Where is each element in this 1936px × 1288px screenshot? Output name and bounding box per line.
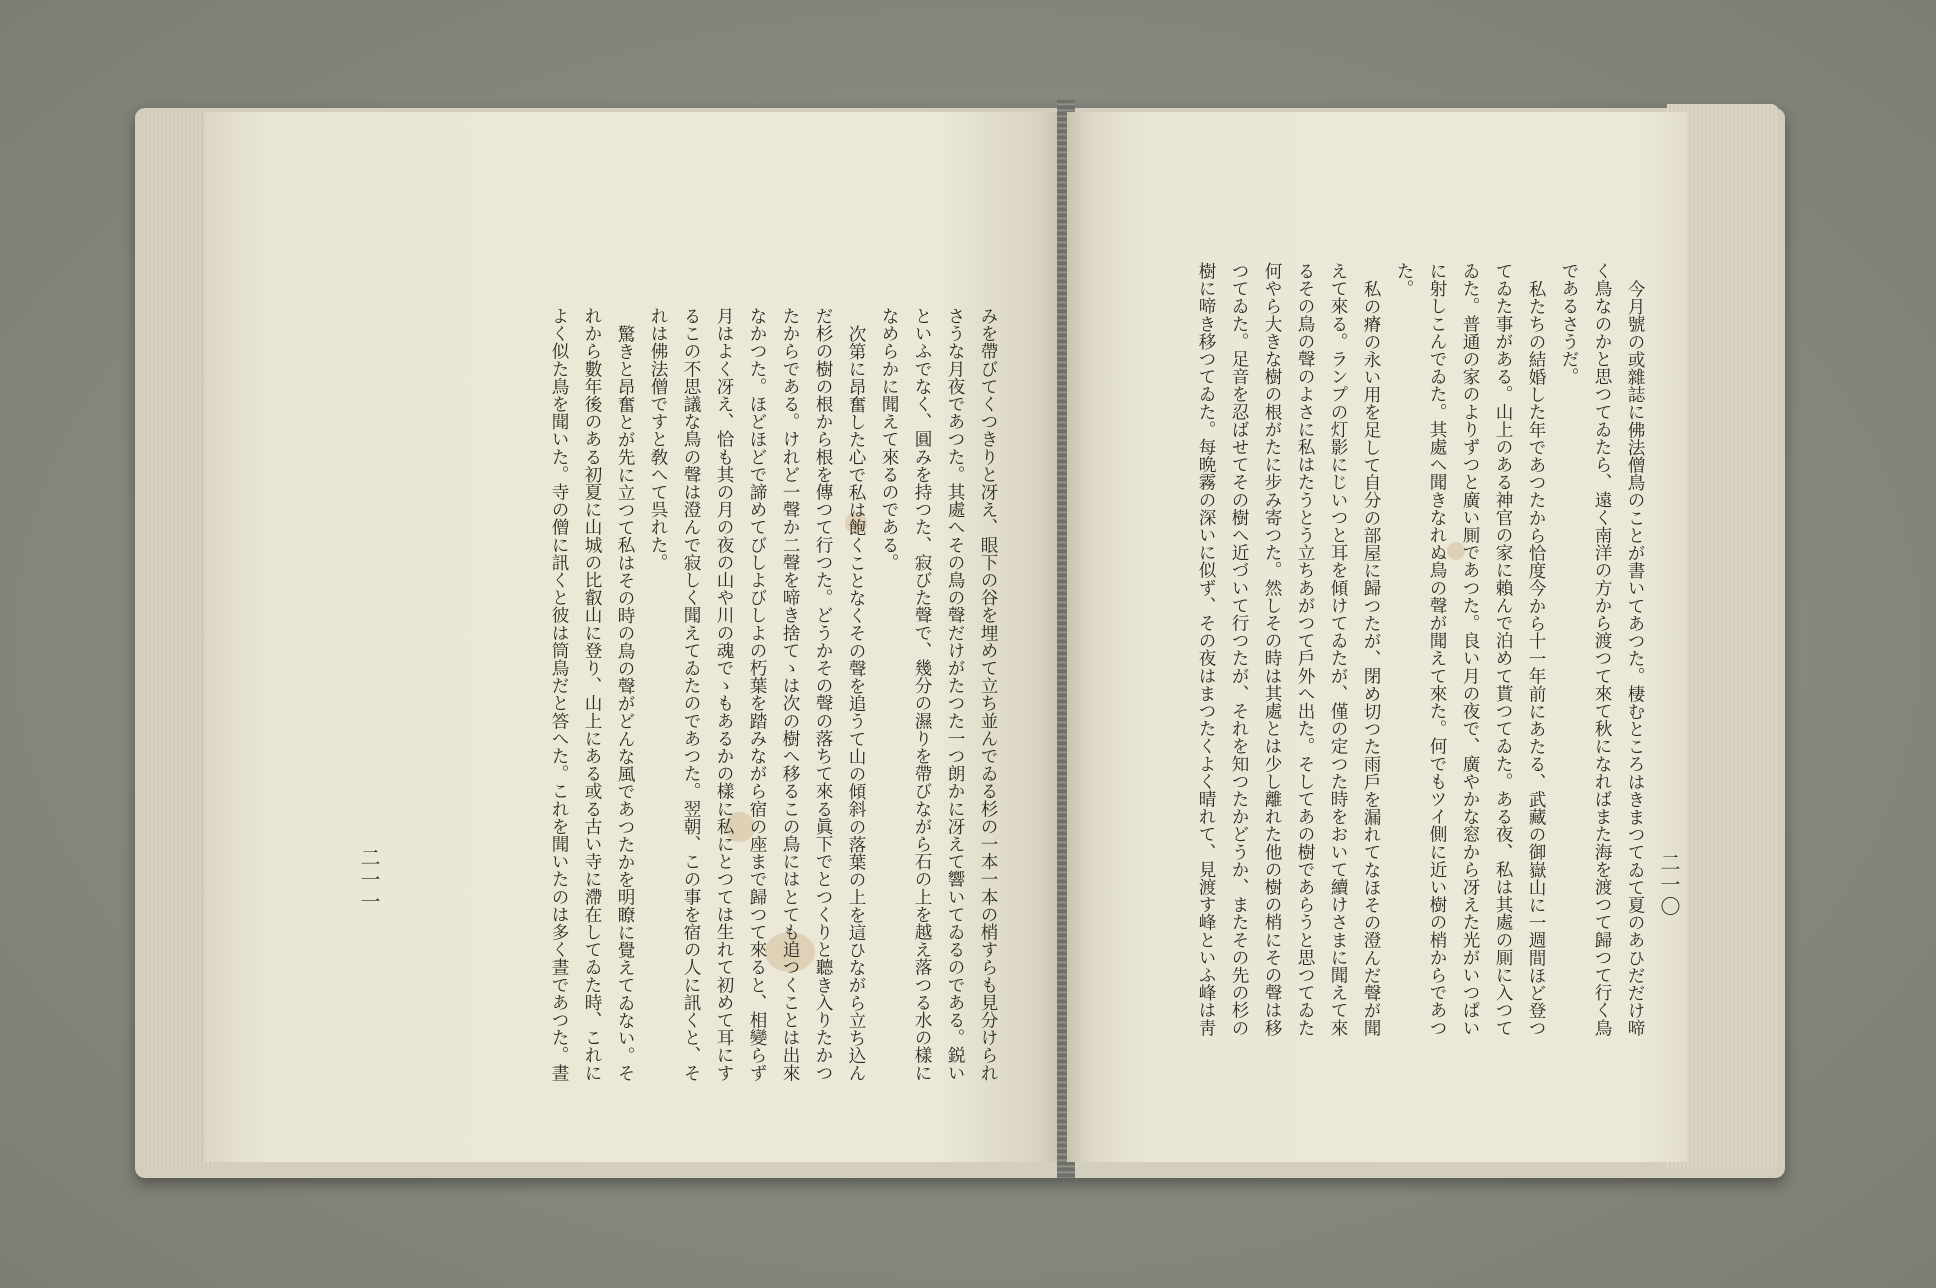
open-book [135,100,1785,1178]
text-line: 私の瘠の永い用を足して自分の部屋に歸つたが、閉め切つた雨戶を漏れてなほその澄んだ聲が聞 [1361,280,1381,1037]
text-line: なかつた。ほどほどで諦めてびしよびしよの朽葉を踏みながら宿の座まで歸つて來ると、相變らず [747,307,767,1082]
page-number: 二一〇 [1657,852,1681,918]
text-line: れから數年後のある初夏に山城の比叡山に登り、山上にある或る古い寺に滯在してゐた時、これに [582,307,602,1082]
text-line: 月はよく冴え、恰も其の月の夜の山や川の魂でゝもあるかの樣に私にとつては生れて初めて耳にす [714,307,734,1082]
text-line: つてゐた。足音を忍ばせてその樹へ近づいて行つたが、それを知つたかどうか、またその先の杉の [1229,262,1249,1037]
text-line: なめらかに聞えて來るのである。 [879,307,899,571]
text-line: だ杉の樹の根から根を傳つて行つた。どうかその聲の落ちて來る眞下でとつくりと聽き入りたかつ [813,307,833,1082]
page-number: 二一一 [357,847,381,913]
left-page-edges [143,110,213,1170]
text-line: みを帶びてくつきりと冴え、眼下の谷を埋めて立ち並んでゐる杉の一本一本の梢すらも見分けられ [978,307,998,1082]
text-line: よく似た鳥を聞いた。寺の僧に訊くと彼は筒鳥だと答へた。これを聞いたのは多く晝であつた。晝 [549,307,569,1082]
text-line: 私たちの結婚した年であつたから恰度今から十一年前にあたる、武藏の御嶽山に一週間ほど登つ [1526,280,1546,1037]
text-line: るこの不思議な鳥の聲は澄んで寂しく聞えてゐたのであつた。翌朝、この事を宿の人に訊くと、そ [681,307,701,1082]
text-line: た。 [1394,262,1414,298]
text-line: 今月號の或雜誌に佛法僧鳥のことが書いてあつた。棲むところはきまつてゐて夏のあひだだけ啼 [1625,280,1645,1037]
text-line: るその鳥の聲のよさに私はたうとう立ちあがつて戶外へ出た。そしてあの樹であらうと思つてゐた [1295,262,1315,1037]
text-line: たからである。けれど一聲か二聲を啼き捨てゝは次の樹へ移るこの鳥にはとても追つくことは出來 [780,307,800,1082]
text-line: 樹に啼き移つてゐた。每晩霧の深いに似ず、その夜はまつたくよく晴れて、見渡す峰といふ峰は靑 [1196,262,1216,1037]
text-line: さうな月夜であつた。其處へその鳥の聲だけがたつた一つ朗かに冴えて響いてゐるのである。鋭い [945,307,965,1082]
text-line: ゐた。普通の家のよりずつと廣い厠であつた。良い月の夜で、廣やかな窓から冴えた光がいつぱい [1460,262,1480,1037]
text-line: く鳥なのかと思つてゐたら、遠く南洋の方から渡つて來て秋になればまた海を渡つて歸つて行く鳥 [1592,262,1612,1037]
text-line: であるさうだ。 [1559,262,1579,386]
left-page [205,112,1065,1162]
text-line: 何やら大きな樹の根がたに步み寄つた。然しその時は其處とは少し離れた他の樹の梢にその聲は移 [1262,262,1282,1037]
right-page [1067,112,1687,1162]
text-line: 次第に昂奮した心で私は飽くことなくその聲を追うて山の傾斜の落葉の上を這ひながら立ち込ん [846,325,866,1082]
text-line: といふでなく、圓みを持つた、寂びた聲で、幾分の濕りを帶びながら石の上を越え落つる水の樣に [912,307,932,1082]
text-line: 驚きと昂奮とが先に立つて私はその時の鳥の聲がどんな風であつたかを明瞭に覺えてゐない。そ [615,325,635,1082]
text-line: てゐた事がある。山上のある神官の家に賴んで泊めて貰つてゐた。ある夜、私は其處の厠に入つて [1493,262,1513,1037]
text-line: えて來る。ランプの灯影にじいつと耳を傾けてゐたが、僅の定つた時をおいて續けさまに聞えて來 [1328,262,1348,1037]
text-line: に射しこんでゐた。其處へ聞きなれぬ鳥の聲が聞えて來た。何でもツイ側に近い樹の梢からであつ [1427,262,1447,1037]
text-line: れは佛法僧ですと敎へて呉れた。 [648,307,668,571]
